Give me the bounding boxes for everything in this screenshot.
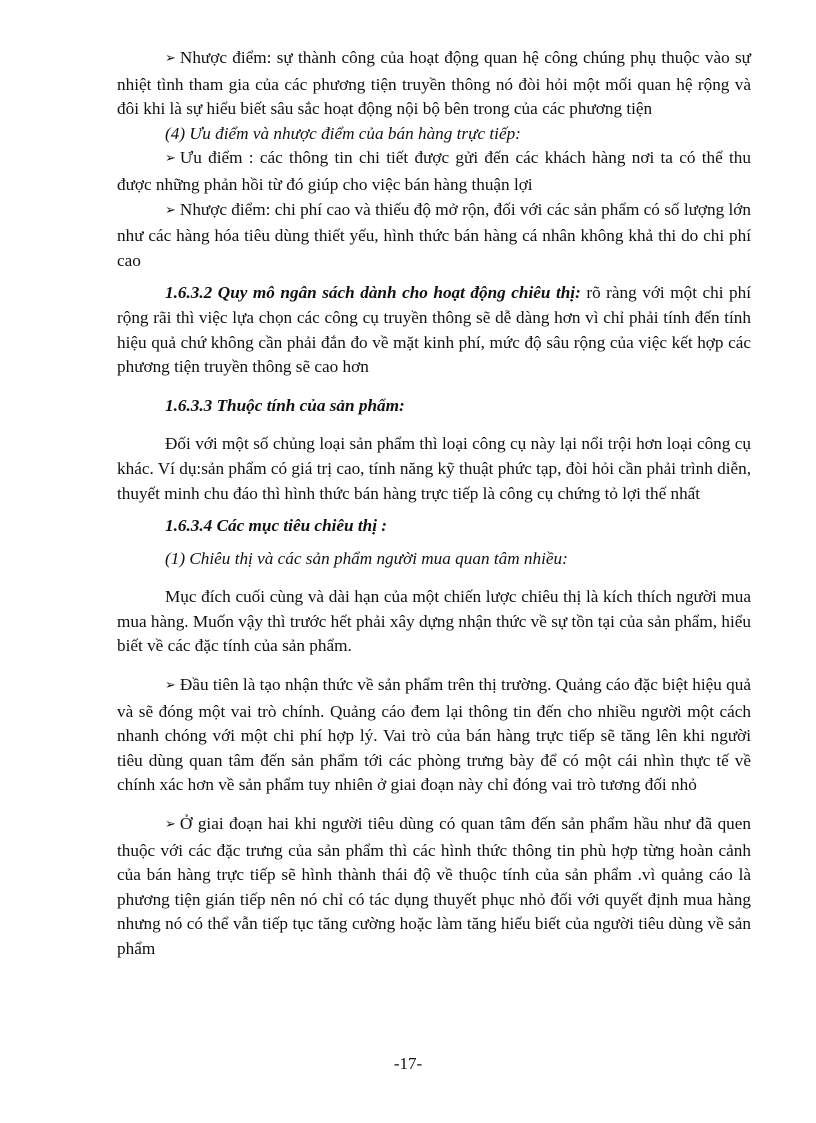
paragraph-promotion-goal: Mục đích cuối cùng và dài hạn của một chiến lược chiêu thị là kích thích người mua mua hàng. Muốn vậy thì trước hết phải xây dựng nhận thức về sự tồn tại của sản phẩm, hiểu biết về các đặc tính của sản phẩm.: [117, 587, 751, 656]
section-1-6-3-3-text: Đối với một số chủng loại sản phẩm thì loại công cụ này lại nổi trội hơn loại công cụ khác. Ví dụ:sản phẩm có giá trị cao, tính năng kỹ thuật phức tạp, đòi hỏi cần phải trình diễn, thuyết minh chu đáo thì hình thức bán hàng trực tiếp là công cụ chứng tỏ lợi thế nhất: [117, 434, 751, 503]
arrow-bullet-icon: ➢: [165, 678, 176, 694]
arrow-bullet-icon: ➢: [165, 817, 176, 833]
arrow-bullet-icon: ➢: [165, 51, 176, 66]
body-text: [117, 46, 751, 962]
paragraph-awareness-stage: [117, 673, 751, 798]
section-1-6-3-2: [117, 281, 751, 379]
section-1-6-3-3-title: 1.6.3.3 Thuộc tính của sản phẩm:: [165, 395, 405, 415]
paragraph-pr-disadvantage: [117, 46, 751, 122]
bullet-text: Đầu tiên là tạo nhận thức về sản phẩm trên thị trường. Quảng cáo đặc biệt hiệu quả và sẽ đóng một vai trò chính. Quảng cáo đem lại thông tin đến cho nhiều người một cách nhanh chóng với một chi phí hợp lý. Vai trò của bán hàng trực tiếp sẽ tăng lên khi người tiêu dùng quan tâm đến sản phẩm tới các phòng trưng bày để có một cái nhìn thực tế về chính xác hơn về sản phẩm tuy nhiên ở giai đoạn này chỉ đóng vai trò tương đối nhỏ: [117, 675, 751, 795]
page-number: -17-: [393, 1054, 423, 1073]
bullet-lead: Ưu điểm :: [179, 148, 254, 168]
section-1-6-3-4-title: 1.6.3.4 Các mục tiêu chiêu thị :: [165, 516, 388, 536]
arrow-bullet-icon: ➢: [165, 202, 176, 218]
paragraph-direct-selling-disadvantage: [117, 198, 751, 274]
arrow-bullet-icon: ➢: [165, 151, 176, 167]
heading-direct-selling-pros-cons: (4) Ưu điểm và nhược điểm của bán hàng trực tiếp:: [165, 123, 521, 143]
section-title: 1.6.3.2 Quy mô ngân sách dành cho hoạt động chiêu thị:: [165, 283, 581, 303]
subheading-promotion-high-interest: (1) Chiêu thị và các sản phẩm người mua quan tâm nhiều:: [165, 548, 568, 568]
bullet-lead: Nhược điểm:: [179, 48, 272, 67]
paragraph-second-stage: [117, 812, 751, 962]
bullet-text: Ở giai đoạn hai khi người tiêu dùng có quan tâm đến sản phẩm hầu như đã quen thuộc với các đặc trưng của sản phẩm thì các hình thức thông tin phù hợp từng hoàn cảnh của bán hàng trực tiếp sẽ hình thành thái độ về thuộc tính của sản phẩm .vì quảng cáo là phương tiện gián tiếp nên nó chỉ có tác dụng thuyết phục nhỏ đối với quyết định mua hàng nhưng nó có thể vẫn tiếp tục tăng cường hoặc làm tăng hiểu biết của người tiêu dùng về sản phẩm: [117, 814, 751, 958]
bullet-text: chi phí cao và thiếu độ mở rộn, đối với các sản phẩm có số lượng lớn như các hàng hóa tiêu dùng thiết yếu, hình thức bán hàng cá nhân không khả thi do chi phí cao: [117, 199, 751, 270]
bullet-text: sự thành công của hoạt động quan hệ công chúng phụ thuộc vào sự nhiệt tình tham gia của các phương tiện truyền thông nó đòi hỏi một mối quan hệ rộng và đôi khi là sự hiểu biết sâu sắc hoạt động nội bộ bên trong của các phương tiện: [117, 48, 752, 119]
bullet-lead: Nhược điểm:: [179, 199, 271, 219]
paragraph-direct-selling-advantage: [117, 146, 751, 197]
bullet-text: các thông tin chi tiết được gửi đến các khách hàng nơi ta có thể thu được những phản hồi từ đó giúp cho việc bán hàng thuận lợi: [117, 148, 751, 194]
section-text: rõ ràng với một chi phí rộng rãi thì việc lựa chọn các công cụ truyền thông sẽ dễ dàng hơn vì chỉ phải tính đến tính hiệu quả chứ không cần phải đắn đo về mặt kinh phí, mức độ sâu rộng của việc kết hợp các phương tiện truyền thông sẽ cao hơn: [117, 283, 751, 377]
